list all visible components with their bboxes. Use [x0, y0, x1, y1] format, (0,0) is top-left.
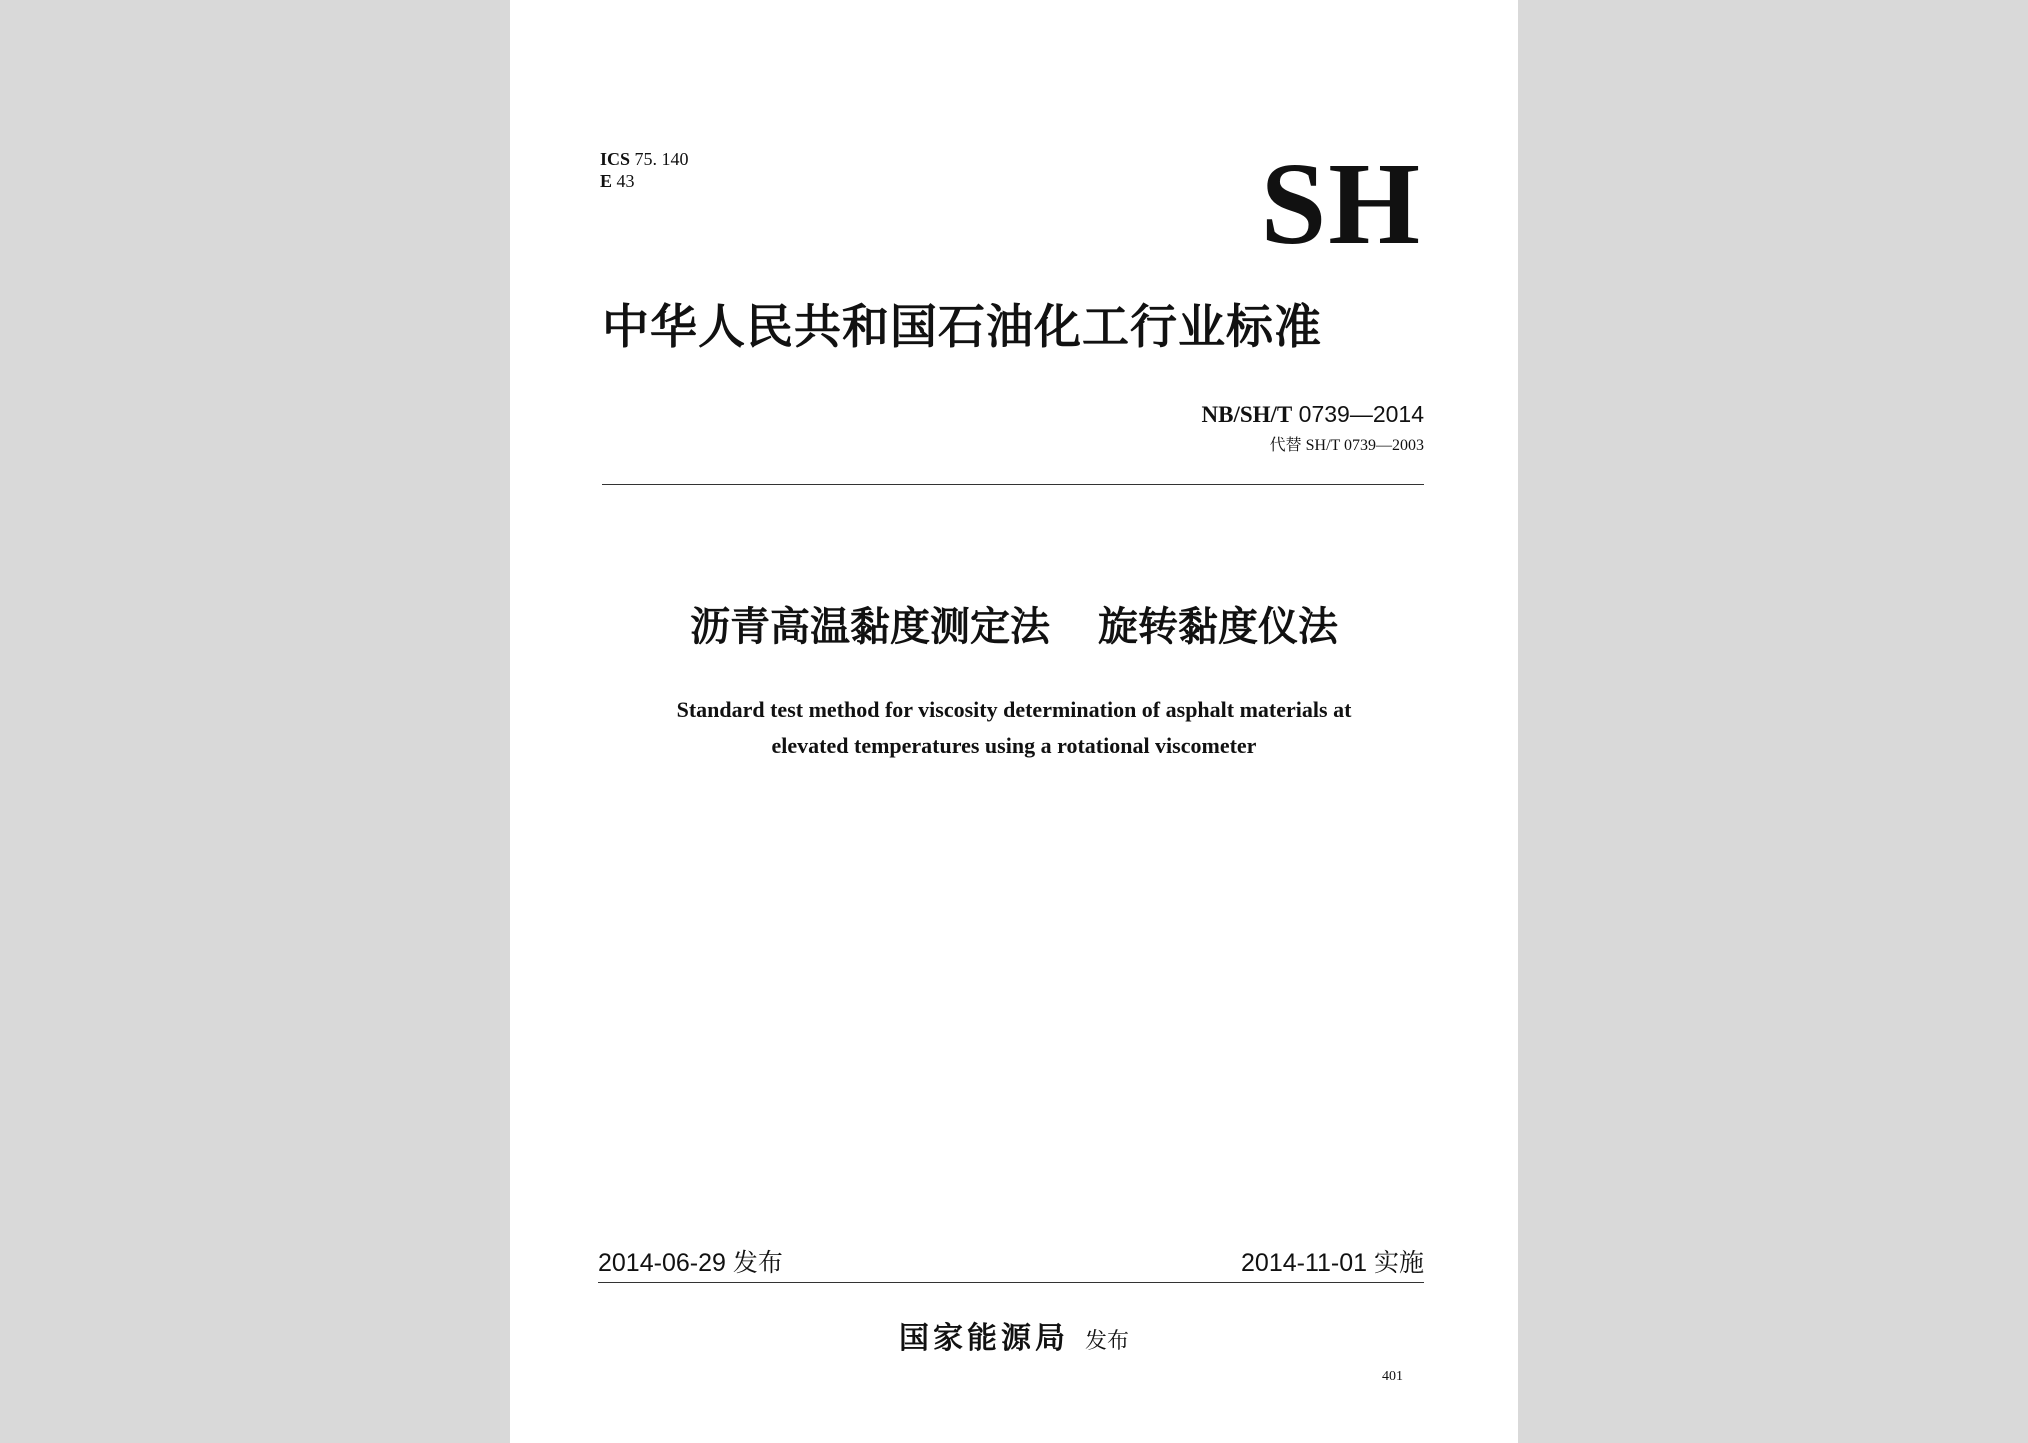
standard-number-value: 0739—2014: [1298, 401, 1424, 427]
publisher-suffix: 发布: [1084, 1329, 1129, 1354]
document-title-zh: [510, 602, 1518, 652]
ics-code: [600, 148, 689, 170]
issue-date: 2014-06-29 发布: [598, 1249, 783, 1277]
organization-title: 中华人民共和国石油化工行业标准: [602, 300, 1322, 355]
header-divider: [602, 484, 1424, 485]
title-zh-part1: 沥青高温黏度测定法: [690, 604, 1050, 650]
standard-number-prefix: NB/SH/T: [1201, 402, 1293, 427]
title-en-line2: elevated temperatures using a rotational viscometer: [771, 733, 1257, 758]
ics-value: 75. 140: [634, 149, 689, 169]
title-en-line1: Standard test method for viscosity determination of asphalt materials at: [676, 697, 1352, 722]
standard-number: [1202, 400, 1425, 429]
footer-divider: [598, 1282, 1424, 1283]
ccs-code: [600, 170, 689, 192]
publisher-name: 国家能源局: [898, 1321, 1069, 1356]
implementation-date: 2014-11-01 实施: [1241, 1249, 1424, 1277]
ccs-value: 43: [616, 171, 635, 191]
replaces-note: 代替 SH/T 0739—2003: [1269, 437, 1424, 454]
title-zh-part2: 旋转黏度仪法: [1098, 604, 1338, 650]
ccs-prefix: E: [600, 171, 613, 191]
standard-code-mark: SH: [1260, 138, 1422, 269]
page-number: 401: [1382, 1369, 1403, 1384]
ics-prefix: ICS: [600, 149, 631, 169]
classification-codes: [600, 148, 689, 192]
document-title-en: [510, 692, 1518, 764]
publisher: [510, 1313, 1518, 1357]
document-page: [510, 0, 1518, 1443]
